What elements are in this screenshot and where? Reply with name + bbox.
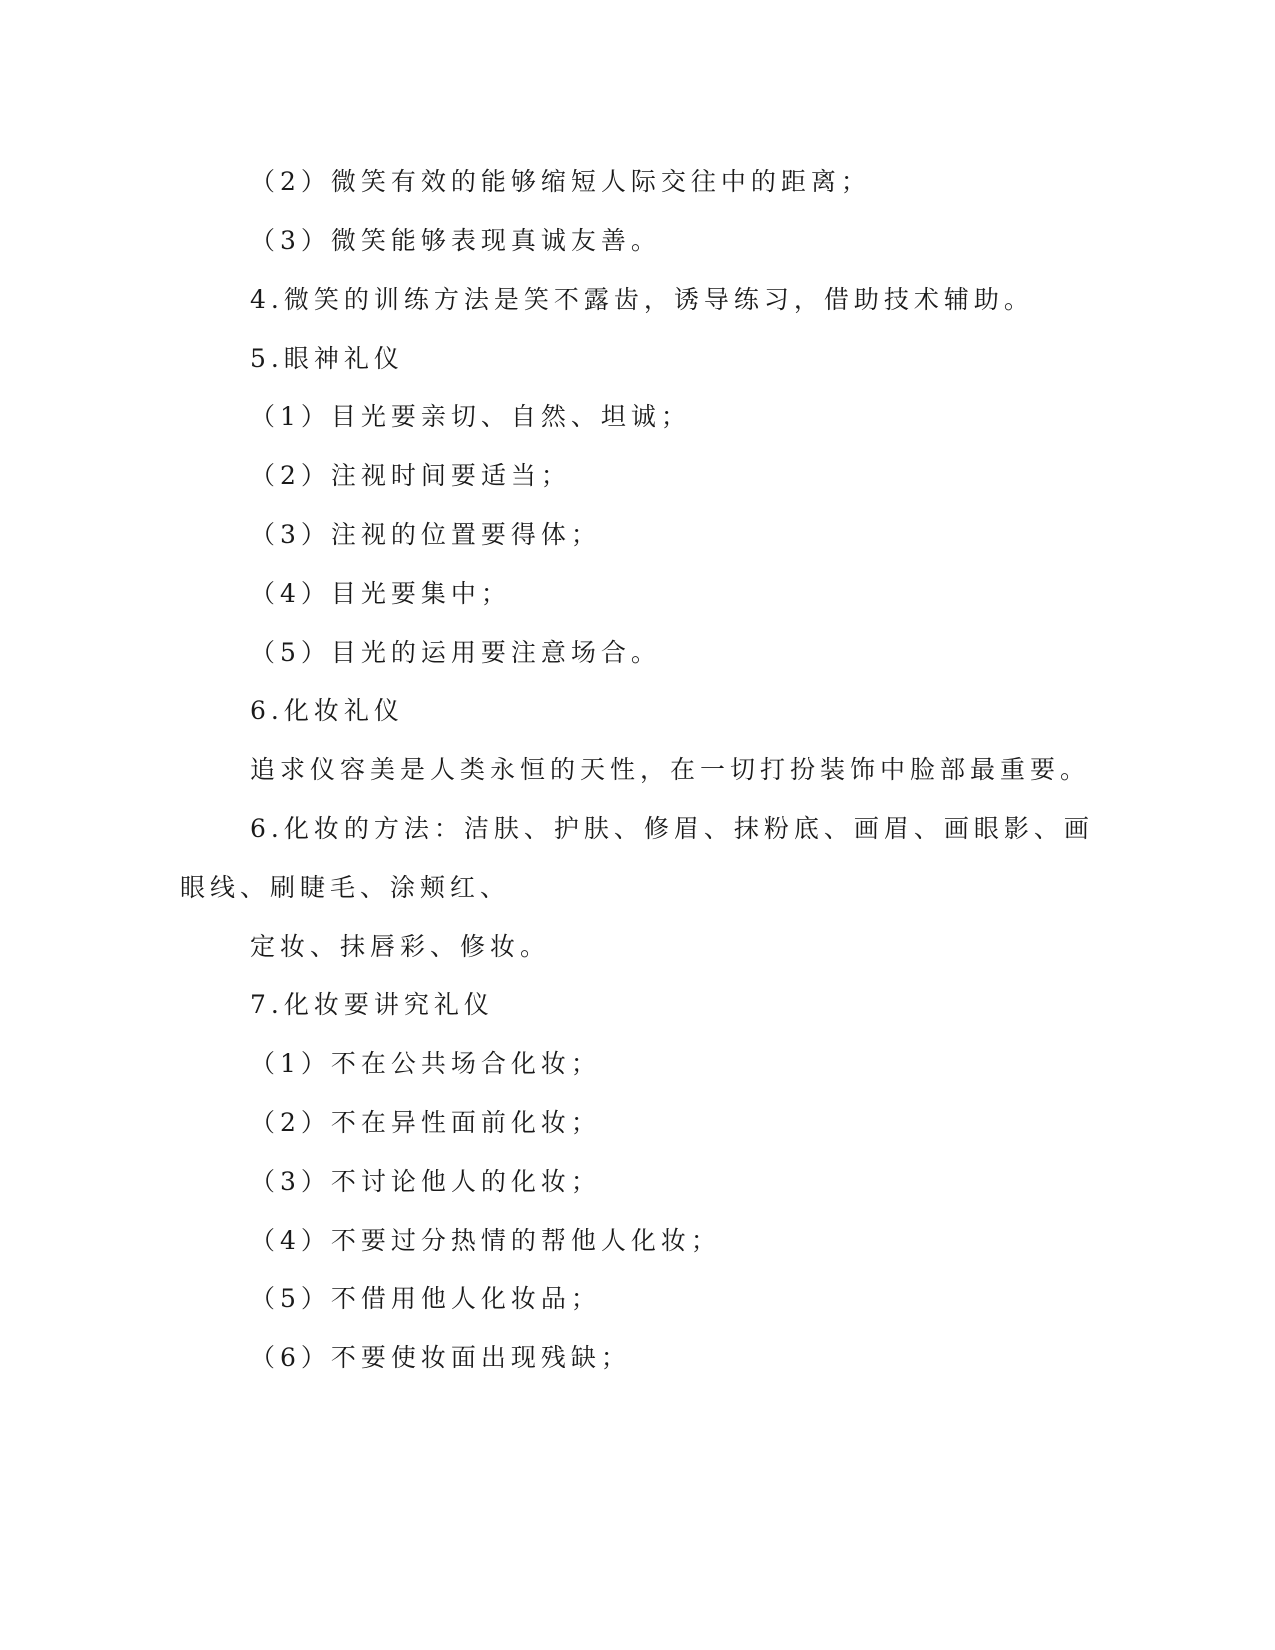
paragraph-line: （2）微笑有效的能够缩短人际交往中的距离； bbox=[250, 167, 871, 196]
section-heading: 6.化妆礼仪 bbox=[250, 696, 404, 725]
paragraph-line: （6）不要使妆面出现残缺； bbox=[250, 1343, 631, 1372]
section-heading: 7.化妆要讲究礼仪 bbox=[250, 990, 494, 1019]
paragraph-line: 6.化妆的方法：洁肤、护肤、修眉、抹粉底、画眉、画眼影、画 bbox=[250, 814, 1094, 843]
paragraph-line: （1）不在公共场合化妆； bbox=[250, 1049, 601, 1078]
section-heading: 5.眼神礼仪 bbox=[250, 344, 404, 373]
paragraph-line: （2）不在异性面前化妆； bbox=[250, 1108, 601, 1137]
paragraph-line: （4）不要过分热情的帮他人化妆； bbox=[250, 1226, 721, 1255]
paragraph-line: （1）目光要亲切、自然、坦诚； bbox=[250, 402, 691, 431]
paragraph-line: （3）不讨论他人的化妆； bbox=[250, 1167, 601, 1196]
paragraph-line: （4）目光要集中； bbox=[250, 579, 511, 608]
paragraph-line: （5）不借用他人化妆品； bbox=[250, 1284, 601, 1313]
paragraph-line: 4.微笑的训练方法是笑不露齿，诱导练习，借助技术辅助。 bbox=[250, 285, 1034, 314]
paragraph-line: （3）注视的位置要得体； bbox=[250, 520, 601, 549]
paragraph-line: （2）注视时间要适当； bbox=[250, 461, 571, 490]
paragraph-line: （3）微笑能够表现真诚友善。 bbox=[250, 226, 661, 255]
paragraph-line: 追求仪容美是人类永恒的天性，在一切打扮装饰中脸部最重要。 bbox=[250, 755, 1091, 784]
paragraph-line: 眼线、刷睫毛、涂颊红、 bbox=[180, 873, 511, 902]
paragraph-line: （5）目光的运用要注意场合。 bbox=[250, 638, 661, 667]
paragraph-line: 定妆、抹唇彩、修妆。 bbox=[250, 932, 551, 961]
